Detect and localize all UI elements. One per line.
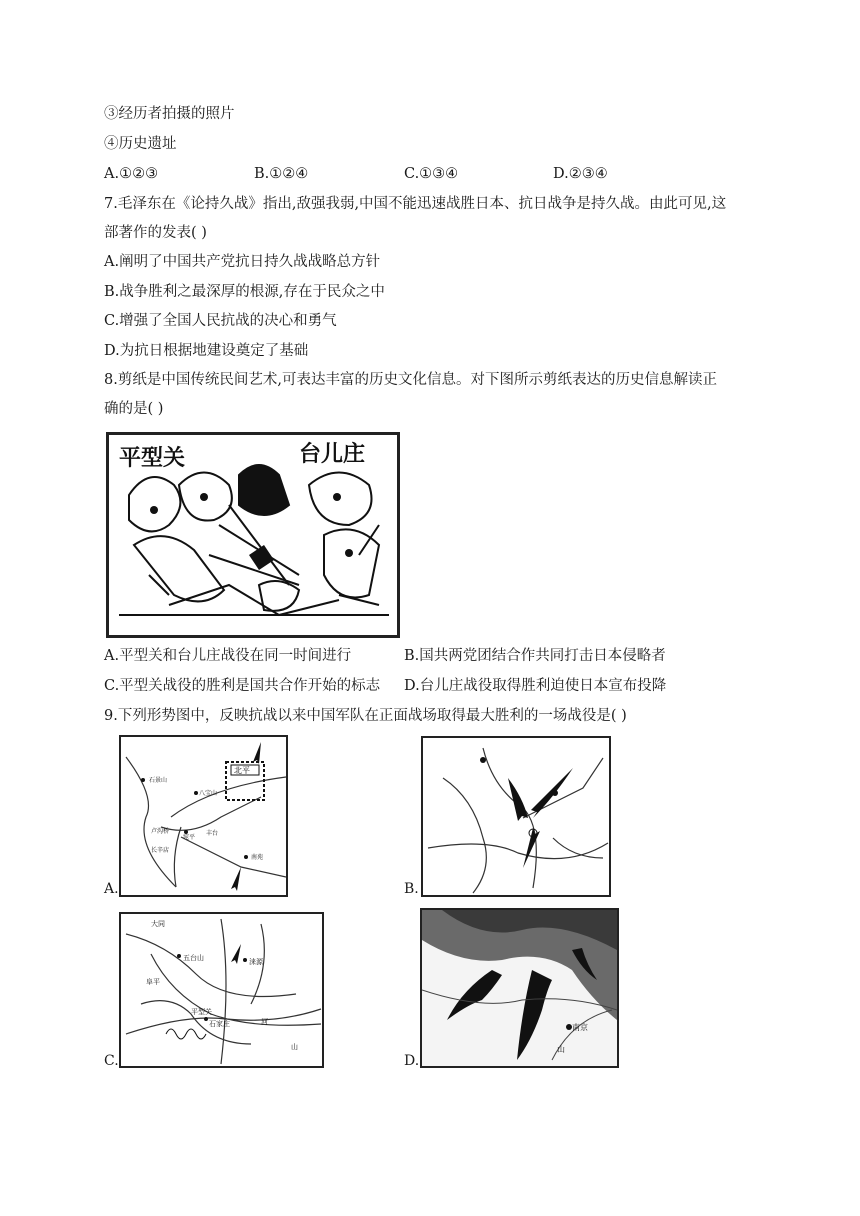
- papercut-label-pingxingguan: 平型关: [119, 446, 186, 471]
- map-a-wanping: 宛平: [183, 834, 196, 841]
- map-a: [119, 735, 288, 897]
- q7-stem-line2: 部著作的发表( ): [104, 225, 207, 241]
- map-c: [119, 912, 324, 1068]
- map-a-changxindian: 长辛店: [151, 847, 170, 854]
- map-c-shijiazhuang: 石家庄: [209, 1020, 230, 1028]
- q6-option-a: A.①②③: [104, 166, 159, 182]
- map-a-beiping: 北平: [234, 766, 250, 775]
- q7-option-c: C.增强了全国人民抗战的决心和勇气: [104, 313, 337, 329]
- papercut-label-taierzhuang: 台儿庄: [299, 442, 366, 467]
- q8-option-d: D.台儿庄战役取得胜利迫使日本宣布投降: [404, 678, 667, 694]
- q6-option-b: B.①②④: [254, 166, 309, 182]
- map-b: [421, 736, 611, 897]
- q9-stem: 9.下列形势图中，反映抗战以来中国军队在正面战场取得最大胜利的一场战役是( ): [104, 708, 627, 724]
- q8-option-b: B.国共两党团结合作共同打击日本侵略者: [404, 648, 666, 664]
- map-a-lugouqiao: 卢沟桥: [151, 828, 170, 835]
- q7-option-d: D.为抗日根据地建设奠定了基础: [104, 343, 309, 359]
- q7-option-a: A.阐明了中国共产党抗日持久战战略总方针: [104, 254, 381, 270]
- q8-option-c: C.平型关战役的胜利是国共合作开始的标志: [104, 678, 381, 694]
- map-a-label: A.: [104, 881, 119, 897]
- papercut-image: [106, 432, 400, 638]
- map-b-label: B.: [404, 881, 419, 897]
- map-c-pingxingguan: 平型关: [191, 1008, 212, 1016]
- map-a-fengtai: 丰台: [206, 830, 219, 837]
- map-c-wutaishan: 五台山: [183, 954, 204, 962]
- map-c-laiyuan: 涞源: [249, 958, 263, 966]
- map-d-label: D.: [404, 1053, 420, 1069]
- map-d: [420, 908, 619, 1068]
- map-a-nanyuan: 南苑: [251, 854, 264, 861]
- q7-stem-line1: 7.毛泽东在《论持久战》指出,敌强我弱,中国不能迅速战胜日本、抗日战争是持久战。由此可见,这: [104, 196, 727, 212]
- q8-stem-line1: 8.剪纸是中国传统民间艺术,可表达丰富的历史文化信息。对下图所示剪纸表达的历史信息解读正: [104, 372, 717, 388]
- q6-option-c: C.①③④: [404, 166, 459, 182]
- q6-item-4: ④历史遗址: [104, 136, 177, 152]
- map-c-datong: 大同: [151, 920, 165, 928]
- map-d-nanjing: 南京: [572, 1023, 588, 1032]
- q8-option-a: A.平型关和台儿庄战役在同一时间进行: [104, 648, 352, 664]
- q6-option-d: D.②③④: [553, 166, 608, 182]
- q8-stem-line2: 确的是( ): [104, 401, 164, 417]
- q7-option-b: B.战争胜利之最深厚的根源,存在于民众之中: [104, 284, 385, 300]
- map-a-shijingshan: 石景山: [149, 777, 168, 784]
- map-c-shan: 山: [291, 1043, 298, 1051]
- q6-item-3: ③经历者拍摄的照片: [104, 106, 235, 122]
- map-a-babaoshan: 八宝山: [199, 790, 218, 797]
- map-c-fuping: 阜平: [146, 978, 160, 986]
- map-d-shan: 山: [557, 1045, 565, 1054]
- map-c-label: C.: [104, 1053, 119, 1069]
- map-c-he: 河: [261, 1018, 268, 1026]
